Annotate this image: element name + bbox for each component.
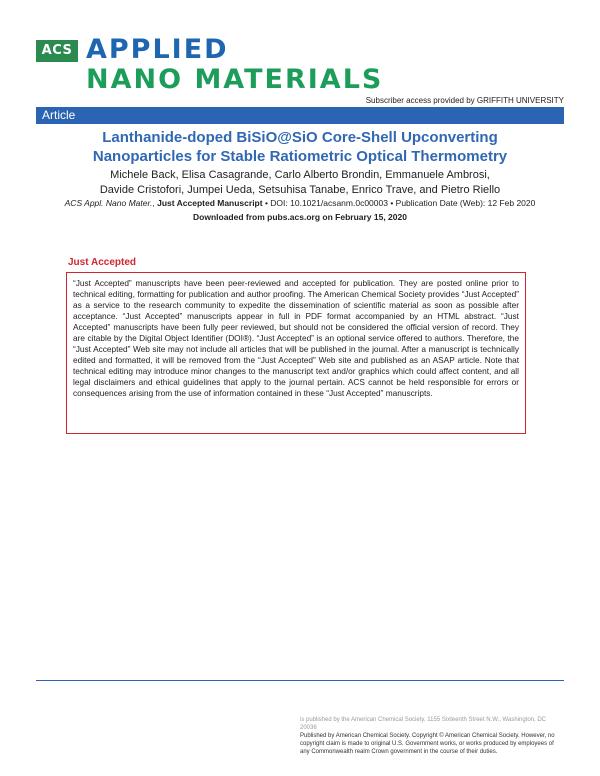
journal-name-line1: APPLIED bbox=[86, 34, 229, 65]
authors-line-2: Davide Cristofori, Jumpei Ueda, Setsuhisa Tanabe, Enrico Trave, and Pietro Riello bbox=[99, 184, 501, 196]
article-title: Lanthanide-doped BiSiO@SiO Core-Shell Upconverting Nanoparticles for Stable Ratiometric Optical Thermometry bbox=[92, 129, 508, 165]
author-list bbox=[50, 168, 550, 198]
publisher-footer bbox=[300, 716, 560, 756]
section-bar bbox=[36, 107, 564, 124]
journal-name-line2: NANO MATERIALS bbox=[86, 64, 384, 95]
citation-journal: ACS Appl. Nano Mater. bbox=[64, 198, 153, 208]
download-notice: Downloaded from pubs.acs.org on February 15, 2020 bbox=[193, 212, 407, 222]
section-label: Article bbox=[42, 108, 76, 122]
acs-badge: ACS bbox=[36, 40, 78, 62]
footer-divider bbox=[36, 680, 564, 681]
citation-doi-date: • DOI: 10.1021/acsanm.0c00003 • Publication Date (Web): 12 Feb 2020 bbox=[262, 198, 536, 208]
copyright-notice: Published by American Chemical Society. Copyright © American Chemical Society. However, no copyright claim is made to original U.S. Government works, or works produced by employees of any Commonwealth realm Crown government in the course of their duties. bbox=[300, 733, 555, 755]
just-accepted-body: “Just Accepted” manuscripts have been peer-reviewed and accepted for publication. They are posted online prior to technical editing, formatting for publication and author proofing. The American Chemical Society provides “Just Accepted” as a service to the research community to expedite the dissemination of scientific material as soon as possible after acceptance. “Just Accepted” manuscripts appear in full in PDF format accompanied by an HTML abstract. “Just Accepted” manuscripts have been fully peer reviewed, but should not be considered the official version of record. They are citable by the Digital Object Identifier (DOI®). “Just Accepted” is an optional service offered to authors. Therefore, the “Just Accepted” Web site may not include all articles that will be published in the journal. After a manuscript is technically edited and formatted, it will be removed from the “Just Accepted” Web site and published as an ASAP article. Note that technical editing may introduce minor changes to the manuscript text and/or graphics which could affect content, and all legal disclaimers and ethical guidelines that apply to the journal pertain. ACS cannot be held responsible for errors or consequences arising from the use of information contained in these “Just Accepted” manuscripts. bbox=[73, 278, 519, 398]
authors-line-1: Michele Back, Elisa Casagrande, Carlo Alberto Brondin, Emmanuele Ambrosi, bbox=[110, 169, 490, 181]
subscriber-access-note: Subscriber access provided by GRIFFITH UNIVERSITY bbox=[365, 96, 564, 105]
publisher-address: is published by the American Chemical Society. 1155 Sixteenth Street N.W., Washington, DC 20036 bbox=[300, 717, 547, 731]
just-accepted-heading: Just Accepted bbox=[68, 257, 136, 268]
citation-line: ACS Appl. Nano Mater., Just Accepted Manuscript • DOI: 10.1021/acsanm.0c00003 • Publication Date (Web): 12 Feb 2020 bbox=[64, 198, 536, 208]
just-accepted-notice-box bbox=[66, 272, 526, 434]
citation-manuscript-status: Just Accepted Manuscript bbox=[157, 198, 263, 208]
